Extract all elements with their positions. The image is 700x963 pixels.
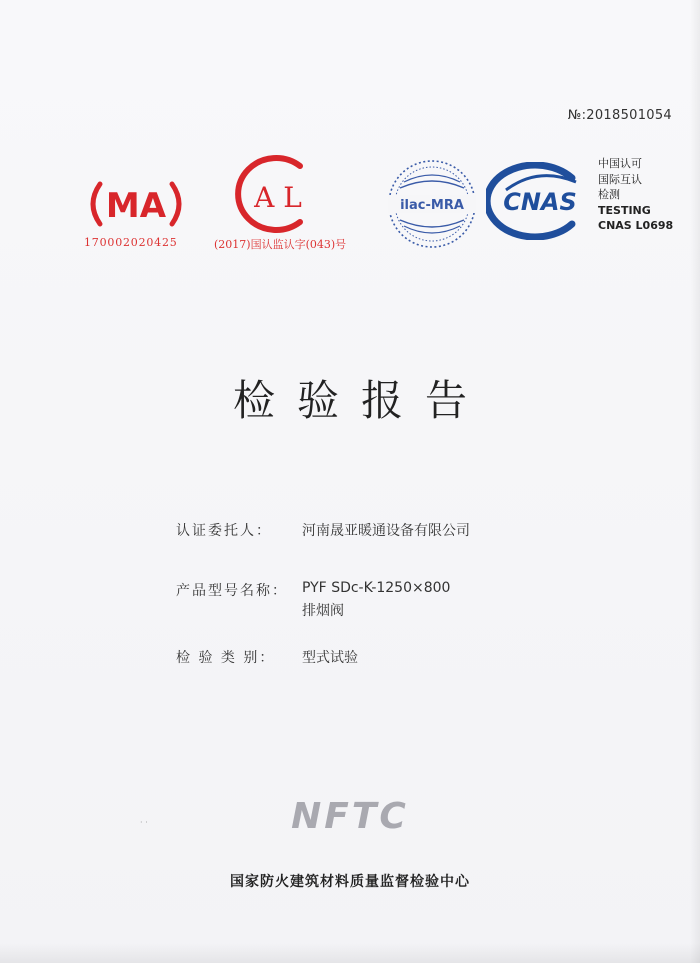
product-label: 产品型号名称： (176, 583, 288, 599)
nftc-logo: NFTC (291, 796, 409, 837)
report-title: 检验报告 (232, 376, 489, 425)
product-model-value: PYF SDc-K-1250×800 (302, 580, 451, 596)
cnas-logo (486, 162, 590, 240)
issuer-name: 国家防火建筑材料质量监督检验中心 (230, 874, 470, 890)
ilac-mra-logo (386, 158, 478, 250)
cal-logo (230, 152, 326, 236)
cal-number: (2017)国认监认字(043)号 (214, 238, 347, 251)
cnas-caption-line: 检测 (598, 188, 620, 201)
product-name-value: 排烟阀 (302, 603, 344, 619)
test-type-value: 型式试验 (302, 650, 358, 666)
scan-specks: · · (140, 818, 148, 827)
cal-logo-text: A L (254, 181, 302, 214)
cnas-caption-line: 国际互认 (598, 172, 642, 186)
page-bottom-shadow (0, 943, 700, 963)
cma-number: 170002020425 (84, 236, 178, 249)
report-number: №:2018501054 (567, 108, 672, 123)
cnas-logo-text: CNAS (503, 188, 577, 216)
cma-logo-text: MA (105, 186, 167, 226)
cma-logo (82, 176, 190, 232)
cnas-caption-line: CNAS L0698 (598, 219, 674, 232)
cnas-caption-line: 中国认可 (598, 157, 642, 170)
client-label: 认证委托人： (176, 523, 272, 539)
ilac-mra-logo-text: ilac-MRA (400, 198, 464, 213)
test-type-label: 检 验 类 别： (176, 650, 276, 666)
cnas-caption (598, 156, 694, 234)
client-value: 河南晟亚暖通设备有限公司 (302, 523, 470, 539)
cnas-caption-line: TESTING (598, 203, 651, 217)
